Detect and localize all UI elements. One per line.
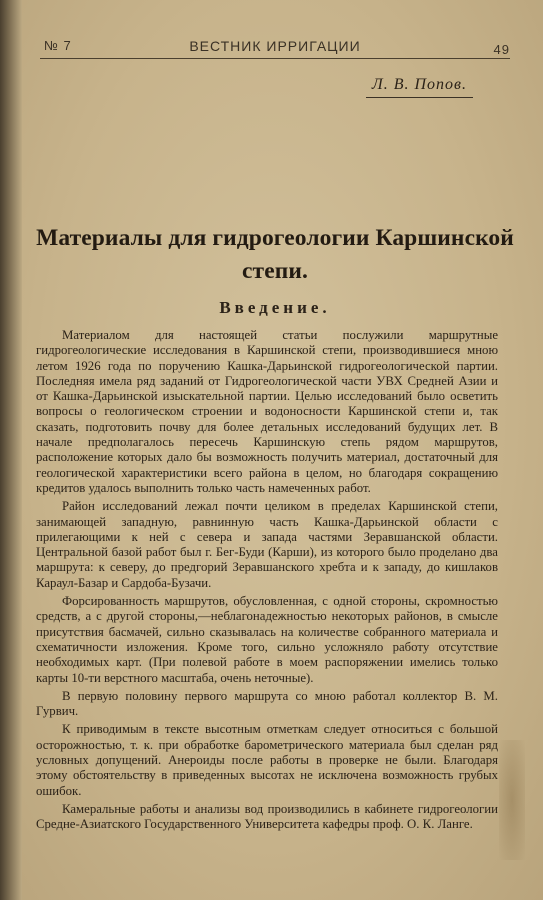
article-title: Материалы для гидрогеологии Каршинской степи. <box>36 225 514 284</box>
paragraph: В первую половину первого маршрута со мною работал коллектор В. М. Гурвич. <box>36 688 498 719</box>
issue-number: № 7 <box>44 38 72 53</box>
paper-stain <box>499 740 525 860</box>
book-gutter-shadow <box>0 0 22 900</box>
page-number: 49 <box>493 42 510 57</box>
running-header <box>40 36 510 59</box>
paragraph: Материалом для настоящей статьи послужили маршрутные гидрогеологические исследования в Каршинской степи, производившиеся мною летом 1926 года по поручению Кашка-Дарьинской гидрогеологической партии. Последняя имела ряд заданий от Гидрогеологической части УВХ Средней Азии и от Кашка-Дарьинской изыскательной партии. Целью исследований было осветить вопросы о геологическом строении и водоносности Каршинской степи и, так сказать, подготовить почву для более детальных исследований будущих лет. В начале предполагалось пересечь Каршинскую степь рядом маршрутов, расположение которых дало бы возможность получить материал, достаточный для геологической характеристики всего района в целом, но благодаря сокращению кредитов удалось выполнить только часть намеченных работ. <box>36 328 498 495</box>
paragraph: Район исследований лежал почти целиком в пределах Каршинской степи, занимающей западную, равнинную часть Кашка-Дарьинской области с прилегающими к ней с севера и запада частями Зеравшанской области. Центральной базой работ был г. Бег-Буди (Карши), из которого было проделано два маршрута: к северу, до предгорий Зеравшанского хребта и к западу, до кишлаков Караул-Базар и Сардоба-Бузачи. <box>36 499 498 590</box>
article-author: Л. В. Попов. <box>366 76 473 98</box>
section-heading: Введение. <box>219 298 331 317</box>
paragraph: Форсированность маршрутов, обусловленная, с одной стороны, скромностью средств, а с другой стороны,—неблагонадежностью некоторых районов, в смысле присутствия басмачей, сильно сказывалась на количестве собранного материала и схематичности изложения. Кроме того, сильно усложняло работу отсутствие необходимых карт. (При полевой работе в моем распоряжении имелись только карты 10-ти верстного масштаба, очень неточные). <box>36 594 498 685</box>
article-body <box>36 328 498 833</box>
paragraph: Камеральные работы и анализы вод производились в кабинете гидрогеологии Средне-Азиатского Государственного Университета кафедры проф. О. К. Ланге. <box>36 801 498 832</box>
journal-title: ВЕСТНИК ИРРИГАЦИИ <box>189 38 361 54</box>
paragraph: К приводимым в тексте высотным отметкам следует относиться с большой осторожностью, т. к. при обработке барометрического материала был сделан ряд условных допущений. Анероиды после работы в проверке не были. Благодаря этому обстоятельству в приведенных высотах не исключена возможность грубых ошибок. <box>36 722 498 798</box>
